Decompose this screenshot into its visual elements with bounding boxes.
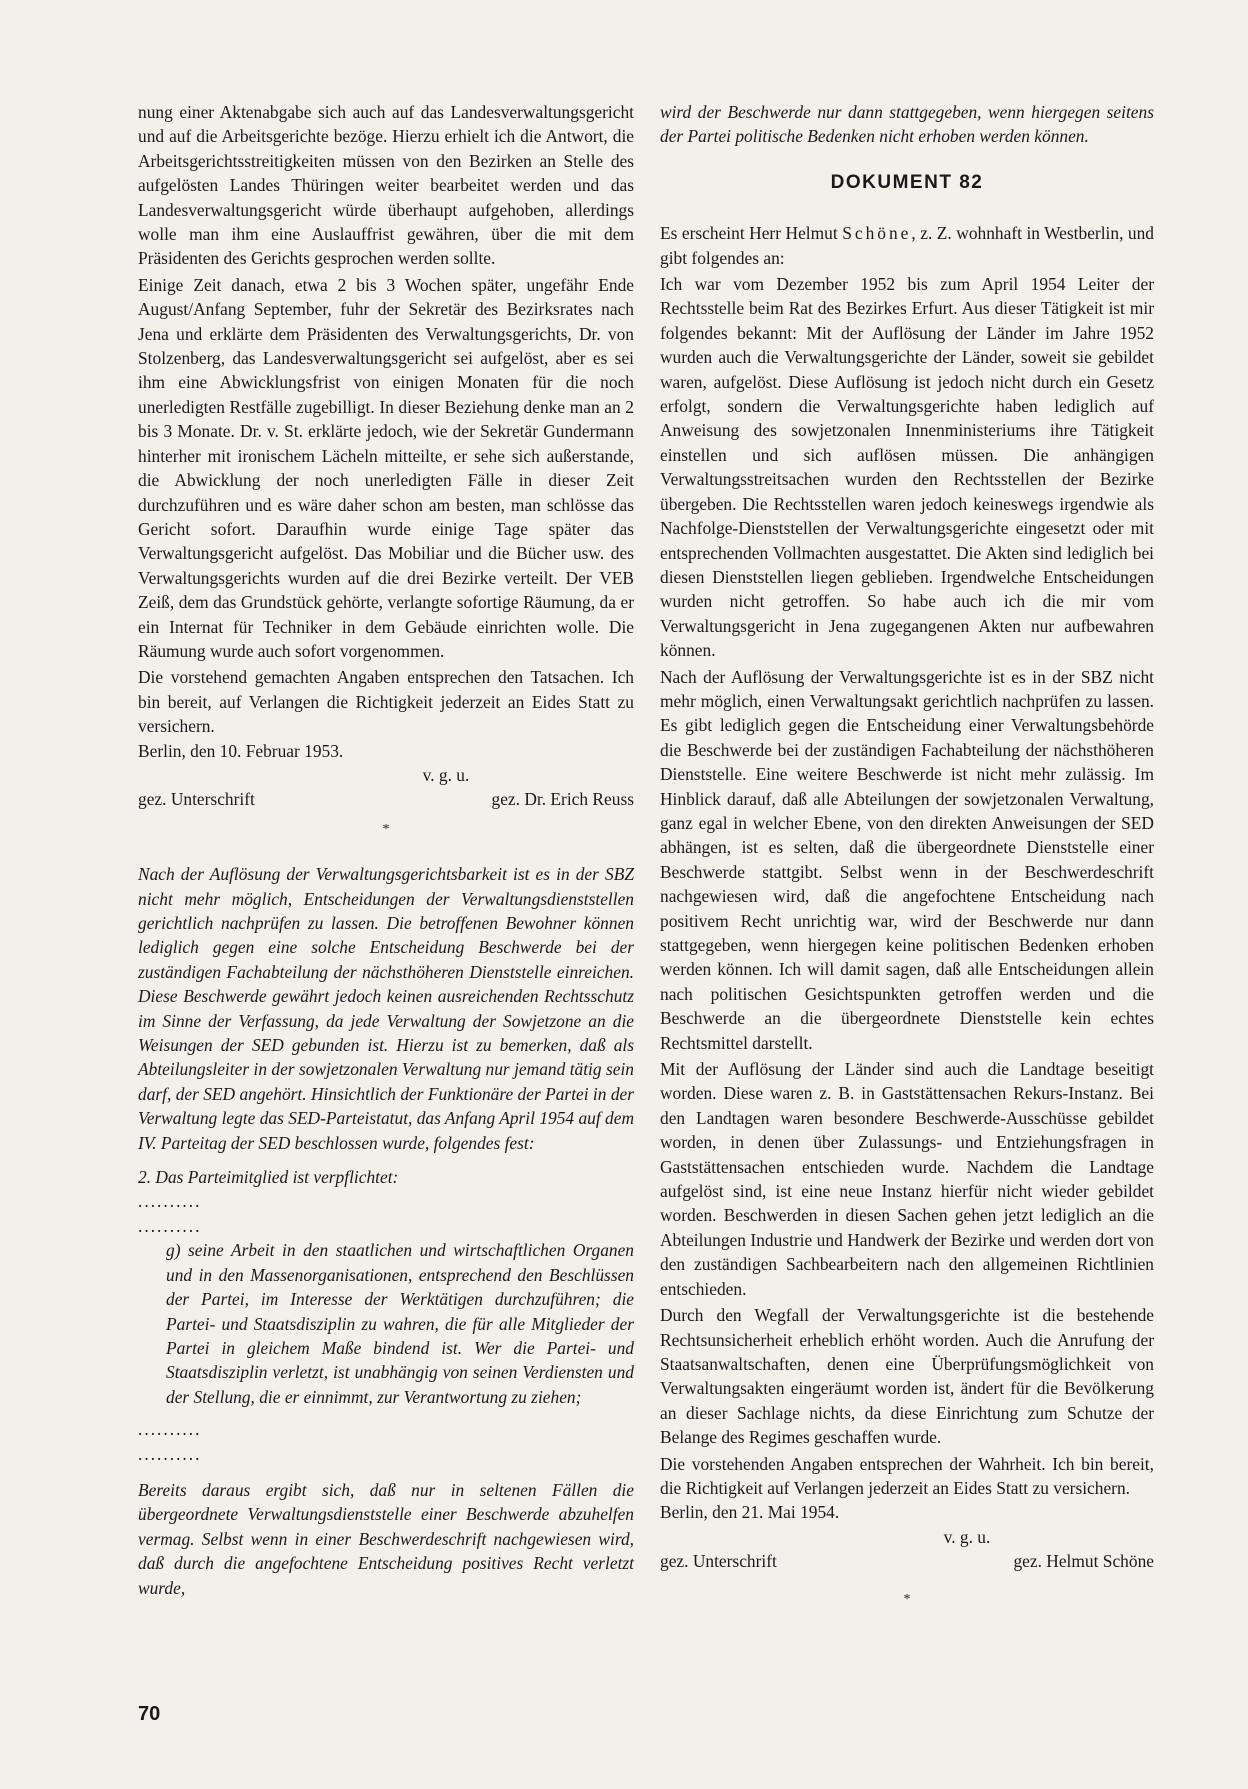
signature-left: gez. Unterschrift bbox=[138, 789, 255, 810]
right-column bbox=[660, 100, 1154, 1612]
signature-right: gez. Dr. Erich Reuss bbox=[491, 789, 634, 810]
vgu-line: v. g. u. bbox=[422, 764, 470, 785]
paragraph: Durch den Wegfall der Verwaltungsgerichte ist die bestehende Rechtsunsicherheit erheblich erhöht worden. Auch die Anrufung der Staatsanwaltschaften, denen eine Überprüfungsmöglichkeit von Verwaltungsakten eingeräumt worden ist, ändert für die Bevölkerung an dieser Sachlage nichts, da diese Einrichtung zum Schutze der Belange des Regimes geschaffen wurde. bbox=[660, 1305, 1154, 1448]
left-column bbox=[138, 100, 634, 1600]
document-heading: DOKUMENT 82 bbox=[830, 171, 984, 193]
date-line: Berlin, den 21. Mai 1954. bbox=[660, 1502, 840, 1523]
separator-star: * bbox=[903, 1591, 911, 1607]
paragraph: Mit der Auflösung der Länder sind auch die Landtage beseitigt worden. Diese waren z. B. in Gaststättensachen Rekurs-Instanz. Bei den Landtagen waren besondere Beschwerde-Ausschüsse gebildet worden, in denen über Zulassungs- und Entziehungsfragen in Gaststättensachen entschieden wurde. Nachdem die Landtage aufgelöst sind, ist eine neue Instanz hierfür nicht wieder gebildet worden. Beschwerden in diesen Sachen gehen jetzt lediglich an die Abteilungen Industrie und Handwerk der Bezirke und werden dort von den zuständigen Sachbearbeitern nach den allgemeinen Richtlinien entschieden. bbox=[660, 1059, 1154, 1299]
ellipsis-dots: .......... bbox=[138, 1215, 202, 1236]
signature-line bbox=[138, 787, 634, 811]
person-name: Schöne bbox=[842, 223, 912, 244]
ellipsis-dots: .......... bbox=[138, 1191, 202, 1212]
separator-star: * bbox=[382, 821, 390, 837]
paragraph: Einige Zeit danach, etwa 2 bis 3 Wochen später, ungefähr Ende August/Anfang September, fuhr der Sekretär des Bezirksrates nach Jena und erklärte dem Präsidenten des Verwaltungsgerichts, Dr. von Stolzenberg, das Landesverwaltungsgericht sei aufgelöst, aber es sei ihm eine Abwicklungsfrist von einigen Monaten für die noch unerledigten Restfälle zugebilligt. In dieser Beziehung denke man an 2 bis 3 Monate. Dr. v. St. erklärte jedoch, wie der Sekretär Gundermann hinterher mit ironischem Lächeln mitteilte, er sehe sich außerstande, die Abwicklung der noch unerledigten Fälle in dieser Zeit durchzuführen und es wäre daher schon am besten, man schlösse das Gericht sofort. Daraufhin wurde einige Tage später das Verwaltungsgericht aufgelöst. Das Mobiliar und die Bücher usw. des Verwaltungsgerichts wurden auf die drei Bezirke verteilt. Der VEB Zeiß, dem das Grundstück gehörte, verlangte sofortige Räumung, da er ein Internat für Techniker in dem Gebäude einrichten wolle. Die Räumung wurde auch sofort vorgenommen. bbox=[138, 274, 634, 661]
paragraph: Die vorstehend gemachten Angaben entsprechen den Tatsachen. Ich bin bereit, auf Verlangen die Richtigkeit jederzeit an Eides Statt zu versichern. bbox=[138, 667, 634, 737]
vgu-line: v. g. u. bbox=[943, 1526, 991, 1547]
intro-paragraph bbox=[660, 221, 1154, 270]
signature-left: gez. Unterschrift bbox=[660, 1551, 777, 1572]
intro-text: , z. Z. wohnhaft in Westberlin, und gibt folgendes an: bbox=[660, 223, 1155, 268]
signature-line bbox=[660, 1549, 1154, 1573]
paragraph: Ich war vom Dezember 1952 bis zum April 1954 Leiter der Rechtsstelle beim Rat des Bezirkes Erfurt. Aus dieser Tätigkeit ist mir folgendes bekannt: Mit der Auflösung der Länder im Jahre 1952 wurden auch die Verwaltungsgerichte der Länder, soweit sie gebildet waren, aufgelöst. Diese Auflösung ist jedoch nicht durch ein Gesetz erfolgt, sondern die Verwaltungsgerichte haben lediglich auf Anweisung des sowjetzonalen Innenministeriums ihre Tätigkeit einstellen und sich auflösen müssen. Die anhängigen Verwaltungsstreitsachen wurden den Rechtsstellen der Bezirke übergeben. Die Rechtsstellen waren jedoch keineswegs irgendwie als Nachfolge-Dienststellen der Verwaltungsgerichte eingesetzt oder mit entsprechenden Vollmachten ausgestattet. Die Akten sind lediglich bei diesen Dienststellen liegen geblieben. Irgendwelche Entscheidungen wurden nicht getroffen. So habe auch ich die mir vom Verwaltungsgericht in Jena zugegangenen Akten nur aufbewahren können. bbox=[660, 274, 1154, 661]
page-number: 70 bbox=[138, 1703, 161, 1725]
paragraph: Nach der Auflösung der Verwaltungsgerichte ist es in der SBZ nicht mehr möglich, einen Verwaltungsakt gerichtlich nachprüfen zu lassen. Es gibt lediglich gegen die Entscheidung einer Verwaltungsbehörde die Beschwerde bei der zuständigen Fachabteilung der nächsthöheren Dienststelle. Eine weitere Beschwerde ist nicht mehr zulässig. Im Hinblick darauf, daß alle Abteilungen der sowjetzonalen Verwaltung, ganz egal in welcher Ebene, von den direkten Anweisungen der SED abhängen, ist es selten, daß die übergeordnete Dienststelle einer Beschwerde stattgibt. Selbst wenn in der Beschwerdeschrift nachgewiesen wird, daß die angefochtene Entscheidung nach positivem Recht unrichtig war, wird der Beschwerde nur dann stattgegeben, wenn hiergegen keine politischen Bedenken erhoben werden können. Ich will damit sagen, daß alle Entscheidungen allein nach politischen Gesichtspunkten getroffen werden und die Beschwerde an die übergeordnete Dienststelle kein echtes Rechtsmittel darstellt. bbox=[660, 666, 1154, 1053]
paragraph: Die vorstehenden Angaben entsprechen der Wahrheit. Ich bin bereit, die Richtigkeit auf Verlangen jederzeit an Eides Statt zu versichern. bbox=[660, 1453, 1154, 1498]
paragraph: nung einer Aktenabgabe sich auch auf das Landesverwaltungsgericht und auf die Arbeitsgerichte bezöge. Hierzu erhielt ich die Antwort, die Arbeitsgerichtsstreitigkeiten müssen von den Bezirken an Stelle des aufgelösten Landes Thüringen weiter bearbeitet werden und das Landesverwaltungsgericht würde überhaupt aufgehoben, allerdings wolle man ihm eine Auslauffrist gewähren, über die mit dem Präsidenten des Gerichts gesprochen werden sollte. bbox=[138, 102, 634, 269]
ellipsis-dots: .......... bbox=[138, 1419, 202, 1440]
statute-heading: 2. Das Parteimitglied ist verpflichtet: bbox=[138, 1167, 399, 1188]
ellipsis-dots: .......... bbox=[138, 1443, 202, 1464]
conclusion-paragraph: Bereits daraus ergibt sich, daß nur in seltenen Fällen die übergeordnete Verwaltungsdienststelle einer Beschwerde abzuhelfen vermag. Selbst wenn in einer Beschwerdeschrift nachgewiesen wird, daß durch die angefochtene Entscheidung positives Recht verletzt wurde, bbox=[138, 1479, 634, 1598]
intro-text: Es erscheint Herr Helmut bbox=[660, 223, 843, 244]
signature-right: gez. Helmut Schöne bbox=[1013, 1551, 1154, 1572]
continued-paragraph: wird der Beschwerde nur dann stattgegeben, wenn hiergegen seitens der Partei politische Bedenken nicht erhoben werden können. bbox=[660, 102, 1154, 147]
commentary-paragraph: Nach der Auflösung der Verwaltungsgerichtsbarkeit ist es in der SBZ nicht mehr möglich, Entscheidungen der Verwaltungsdienststellen gerichtlich nachprüfen zu lassen. Die betroffenen Bewohner können lediglich gegen eine solche Entscheidung Beschwerde bei der zuständigen Fachabteilung der nächsthöheren Dienststelle einreichen. Diese Beschwerde gewährt jedoch keinen ausreichenden Rechtsschutz im Sinne der Verfassung, da jede Verwaltung der Sowjetzone an die Weisungen der SED gebunden ist. Hierzu ist zu bemerken, daß als Abteilungsleiter in der sowjetzonalen Verwaltung nur jemand tätig sein darf, der SED angehört. Hinsichtlich der Funktionäre der Partei in der Verwaltung legte das SED-Parteistatut, das Anfang April 1954 auf dem IV. Parteitag der SED beschlossen wurde, folgendes fest: bbox=[138, 864, 634, 1153]
date-line: Berlin, den 10. Februar 1953. bbox=[138, 740, 344, 761]
statute-clause-g: g) seine Arbeit in den staatlichen und wirtschaftlichen Organen und in den Massenorganisationen, entsprechend den Beschlüssen der Partei, im Interesse der Werktätigen durchzuführen; die Partei- und Staatsdisziplin zu wahren, die für alle Mitglieder der Partei in gleichem Maße bindend ist. Wer die Partei- und Staatsdisziplin verletzt, ist unabhängig von seinen Verdiensten und der Stellung, die er einnimmt, zur Verantwortung zu ziehen; bbox=[166, 1240, 634, 1407]
